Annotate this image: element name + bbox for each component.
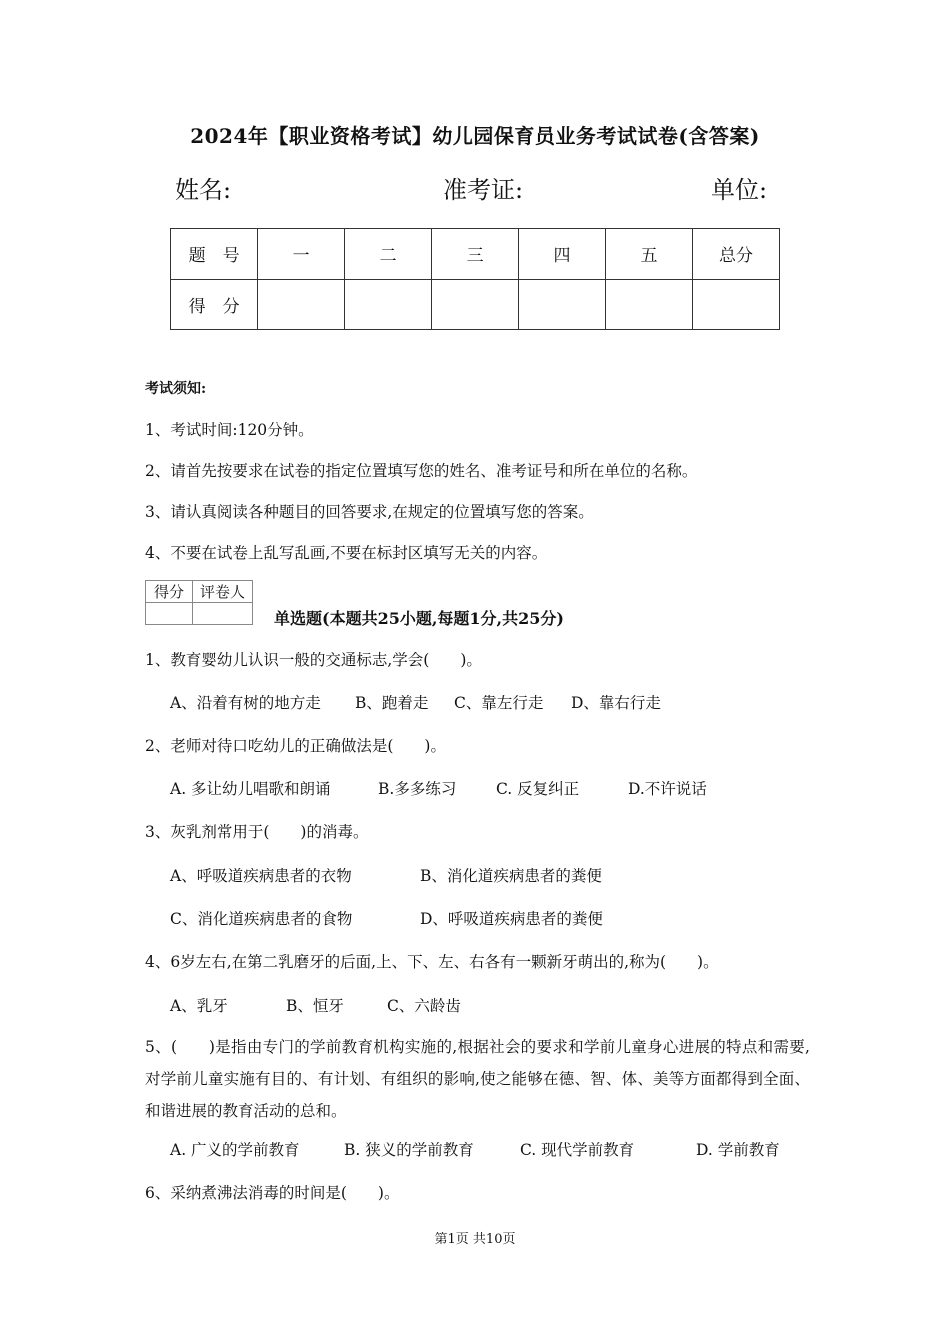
score-table-score-row (171, 279, 780, 330)
notice-item: 4、不要在试卷上乱写乱画,不要在标封区填写无关的内容。 (145, 544, 548, 562)
q1-option-b: B、跑着走 (355, 694, 429, 712)
q1-option-a: A、沿着有树的地方走 (170, 694, 321, 712)
notice-item: 1、考试时间:120分钟。 (145, 421, 314, 439)
score-header-cell: 总分 (692, 229, 779, 280)
question-1: 1、教育婴幼儿认识一般的交通标志,学会( )。 (145, 651, 482, 669)
score-table (170, 228, 780, 330)
score-table-header-row (171, 229, 780, 280)
name-field-label: 姓名: (175, 176, 232, 204)
score-cell[interactable] (258, 279, 345, 330)
score-header-cell: 四 (519, 229, 606, 280)
notice-item: 3、请认真阅读各种题目的回答要求,在规定的位置填写您的答案。 (145, 503, 594, 521)
score-cell[interactable] (432, 279, 519, 330)
score-header-cell: 五 (606, 229, 693, 280)
q3-option-c: C、消化道疾病患者的食物 (170, 910, 353, 928)
page-title: 2024年【职业资格考试】幼儿园保育员业务考试试卷(含答案) (190, 124, 760, 148)
question-4: 4、6岁左右,在第二乳磨牙的后面,上、下、左、右各有一颗新牙萌出的,称为( )。 (145, 953, 719, 971)
question-2: 2、老师对待口吃幼儿的正确做法是( )。 (145, 737, 446, 755)
grader-reviewer-cell[interactable] (193, 603, 253, 625)
question-3: 3、灰乳剂常用于( )的消毒。 (145, 823, 369, 841)
q5-option-b: B. 狭义的学前教育 (344, 1141, 474, 1159)
q2-option-d: D.不许说话 (628, 780, 707, 798)
score-header-cell: 二 (345, 229, 432, 280)
q5-option-d: D. 学前教育 (696, 1141, 780, 1159)
score-cell[interactable] (692, 279, 779, 330)
grader-reviewer-label: 评卷人 (193, 581, 253, 603)
q1-option-c: C、靠左行走 (454, 694, 544, 712)
score-header-cell: 一 (258, 229, 345, 280)
q2-option-c: C. 反复纠正 (496, 780, 580, 798)
q4-option-c: C、六龄齿 (387, 997, 461, 1015)
exam-id-field-label: 准考证: (443, 176, 524, 204)
score-cell[interactable] (519, 279, 606, 330)
q1-option-d: D、靠右行走 (571, 694, 661, 712)
q3-option-b: B、消化道疾病患者的粪便 (420, 867, 602, 885)
score-cell[interactable] (345, 279, 432, 330)
grader-score-label: 得分 (146, 581, 193, 603)
score-row-label: 得 分 (171, 279, 258, 330)
q3-option-a: A、呼吸道疾病患者的衣物 (170, 867, 352, 885)
unit-field-label: 单位: (711, 176, 768, 204)
q2-option-a: A. 多让幼儿唱歌和朗诵 (170, 780, 331, 798)
q2-option-b: B.多多练习 (378, 780, 457, 798)
page-footer: 第1页 共10页 (434, 1232, 516, 1247)
notice-heading: 考试须知: (145, 381, 207, 397)
question-5: 5、( )是指由专门的学前教育机构实施的,根据社会的要求和学前儿童身心进展的特点和需要,对学前儿童实施有目的、有计划、有组织的影响,使之能够在德、智、体、美等方面都得到全面、和谐进展的教育活动的总和。 (145, 1038, 810, 1120)
q4-option-b: B、恒牙 (286, 997, 344, 1015)
q5-option-a: A. 广义的学前教育 (170, 1141, 300, 1159)
score-header-cell: 三 (432, 229, 519, 280)
score-header-cell: 题 号 (171, 229, 258, 280)
notice-item: 2、请首先按要求在试卷的指定位置填写您的姓名、准考证号和所在单位的名称。 (145, 462, 698, 480)
score-cell[interactable] (606, 279, 693, 330)
q4-option-a: A、乳牙 (170, 997, 228, 1015)
section-title: 单选题(本题共25小题,每题1分,共25分) (274, 609, 564, 628)
q5-option-c: C. 现代学前教育 (520, 1141, 635, 1159)
q3-option-d: D、呼吸道疾病患者的粪便 (420, 910, 603, 928)
grader-box (145, 580, 253, 625)
question-6: 6、采纳煮沸法消毒的时间是( )。 (145, 1184, 400, 1202)
grader-score-cell[interactable] (146, 603, 193, 625)
